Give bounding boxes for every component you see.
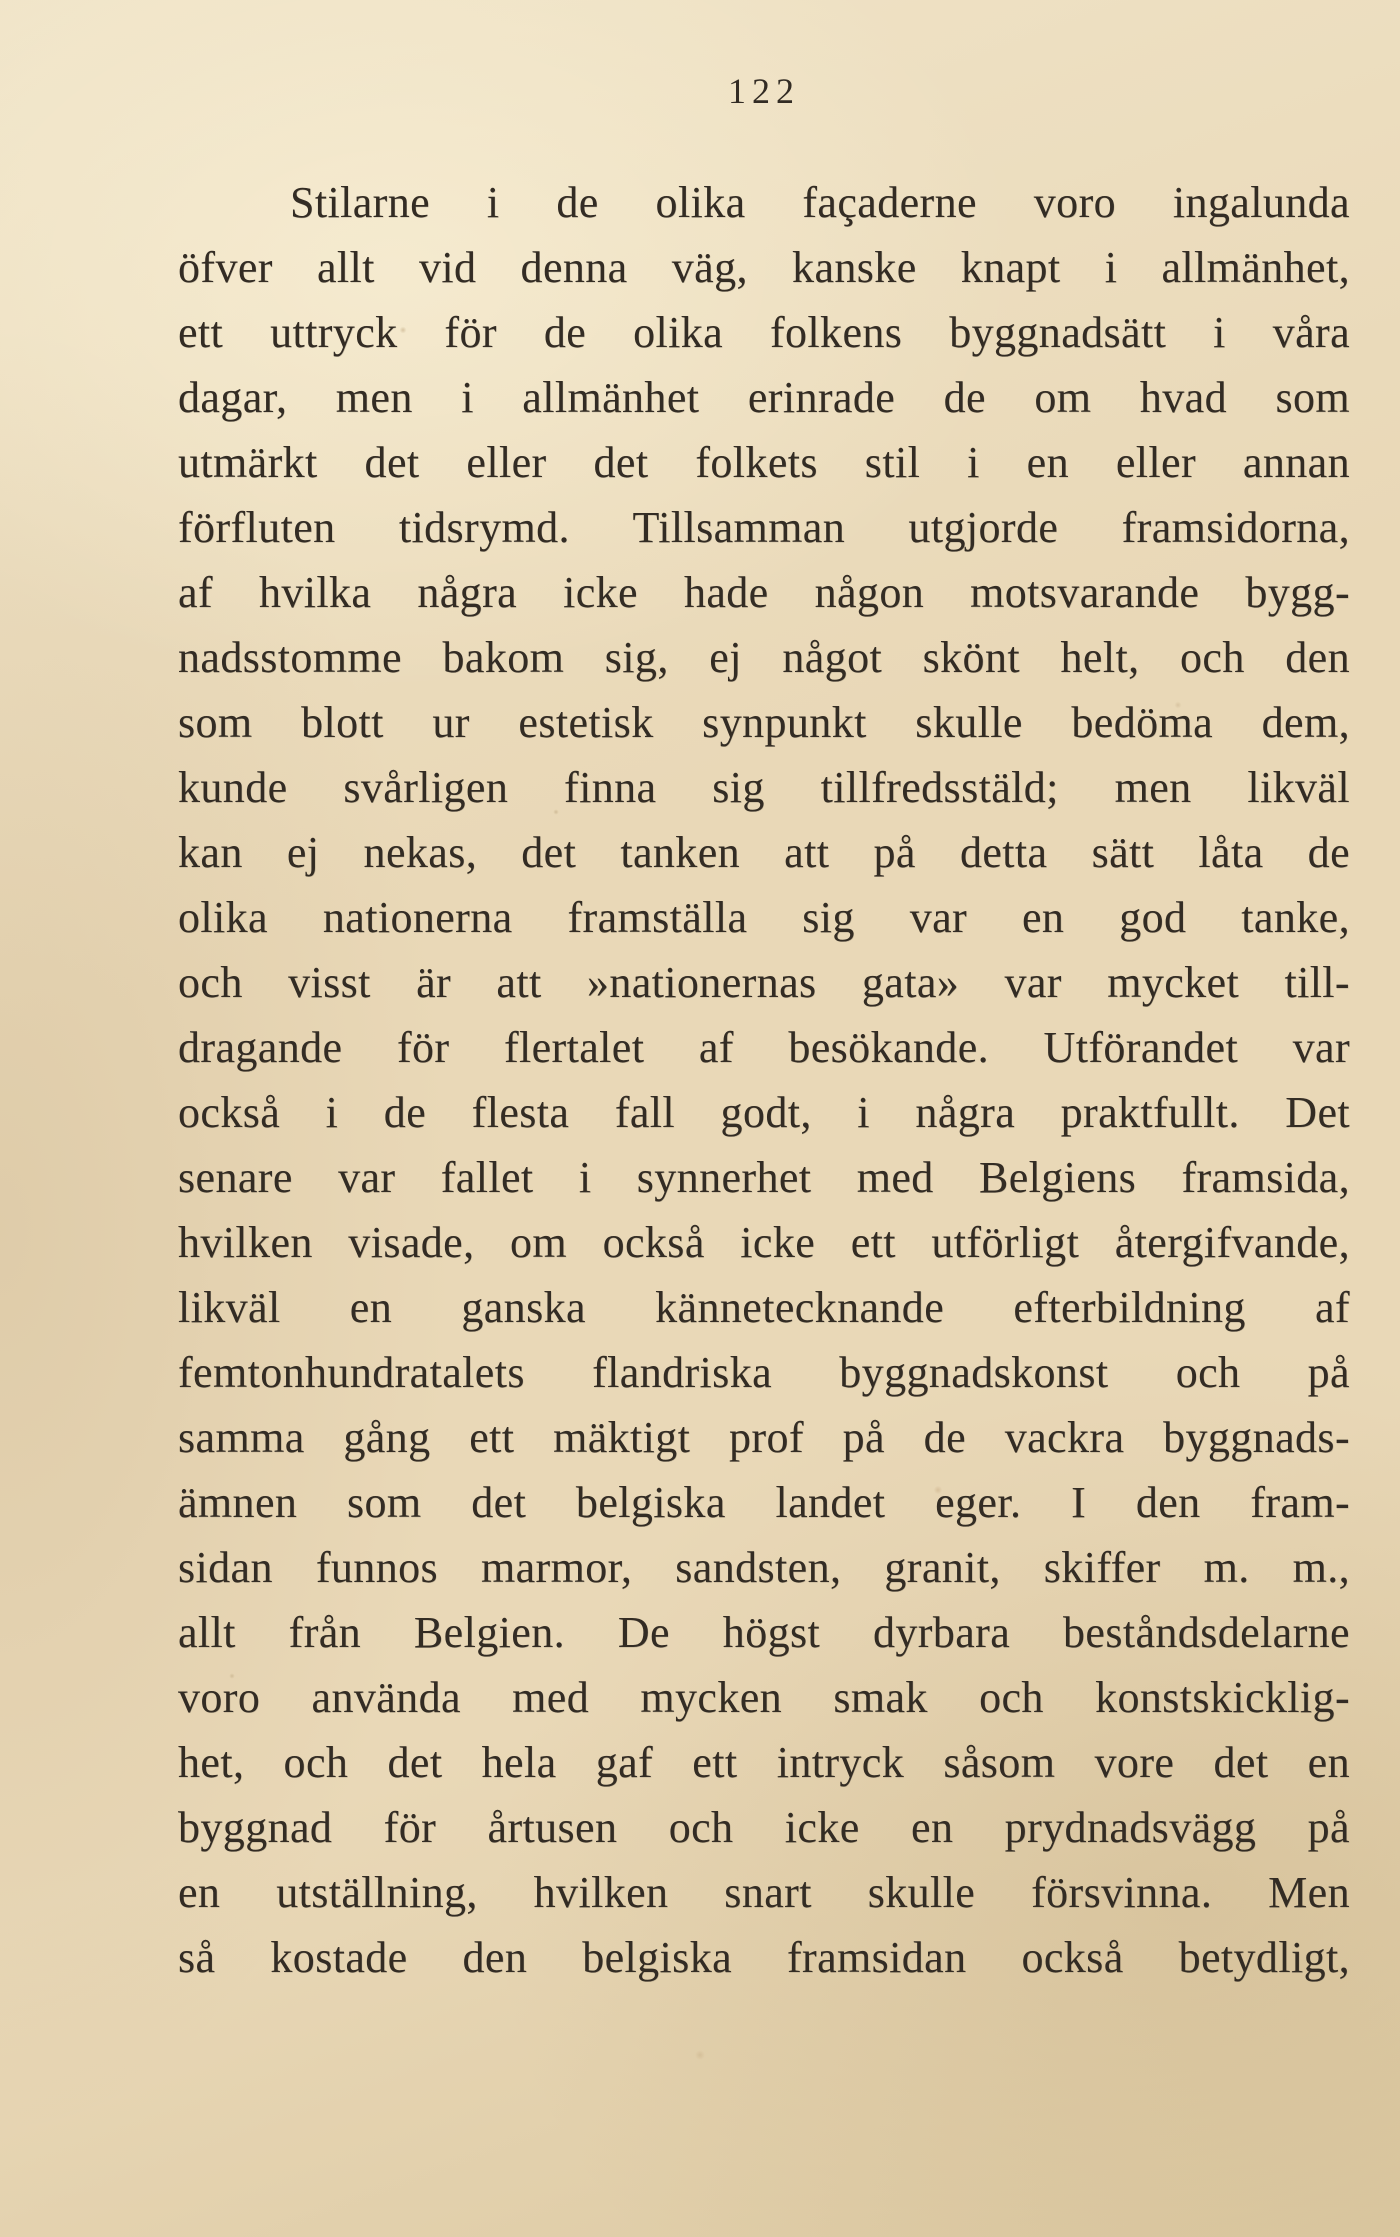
text-line: och visst är att »nationernas gata» var mycket till- [178,958,1350,1007]
text-line: dragande för flertalet af besökande. Utförandet var [178,1023,1350,1072]
text-line: olika nationerna framställa sig var en god tanke, [178,893,1350,942]
text-line: sidan funnos marmor, sandsten, granit, skiffer m. m., [178,1543,1350,1592]
text-line: utmärkt det eller det folkets stil i en eller annan [178,438,1350,487]
text-line: en utställning, hvilken snart skulle försvinna. Men [178,1868,1350,1917]
text-line: nadsstomme bakom sig, ej något skönt helt, och den [178,633,1350,682]
text-line: samma gång ett mäktigt prof på de vackra byggnads- [178,1413,1350,1462]
text-line: förfluten tidsrymd. Tillsamman utgjorde framsidorna, [178,503,1350,552]
text-line: af hvilka några icke hade någon motsvarande bygg- [178,568,1350,617]
text-line: ämnen som det belgiska landet eger. I den fram- [178,1478,1350,1527]
text-line: byggnad för årtusen och icke en prydnadsvägg på [178,1803,1350,1852]
text-line: kan ej nekas, det tanken att på detta sätt låta de [178,828,1350,877]
text-line: likväl en ganska kännetecknande efterbildning af [178,1283,1350,1332]
text-line: ett uttryck för de olika folkens byggnadsätt i våra [178,308,1350,357]
text-line: öfver allt vid denna väg, kanske knapt i allmänhet, [178,243,1350,292]
text-line: het, och det hela gaf ett intryck såsom vore det en [178,1738,1350,1787]
body-text [178,170,1350,1990]
text-line: hvilken visade, om också icke ett utförligt återgifvande, [178,1218,1350,1267]
text-line: allt från Belgien. De högst dyrbara beståndsdelarne [178,1608,1350,1657]
text-line: Stilarne i de olika façaderne voro ingalunda [290,178,1350,227]
text-line: också i de flesta fall godt, i några praktfullt. Det [178,1088,1350,1137]
text-line: femtonhundratalets flandriska byggnadskonst och på [178,1348,1350,1397]
text-line: kunde svårligen finna sig tillfredsstäld; men likväl [178,763,1350,812]
text-line: som blott ur estetisk synpunkt skulle bedöma dem, [178,698,1350,747]
page-number: 122 [728,71,800,111]
text-line: voro använda med mycken smak och konstskicklig- [178,1673,1350,1722]
text-line: så kostade den belgiska framsidan också betydligt, [178,1933,1350,1982]
text-line: senare var fallet i synnerhet med Belgiens framsida, [178,1153,1350,1202]
text-line: dagar, men i allmänhet erinrade de om hvad som [178,373,1350,422]
